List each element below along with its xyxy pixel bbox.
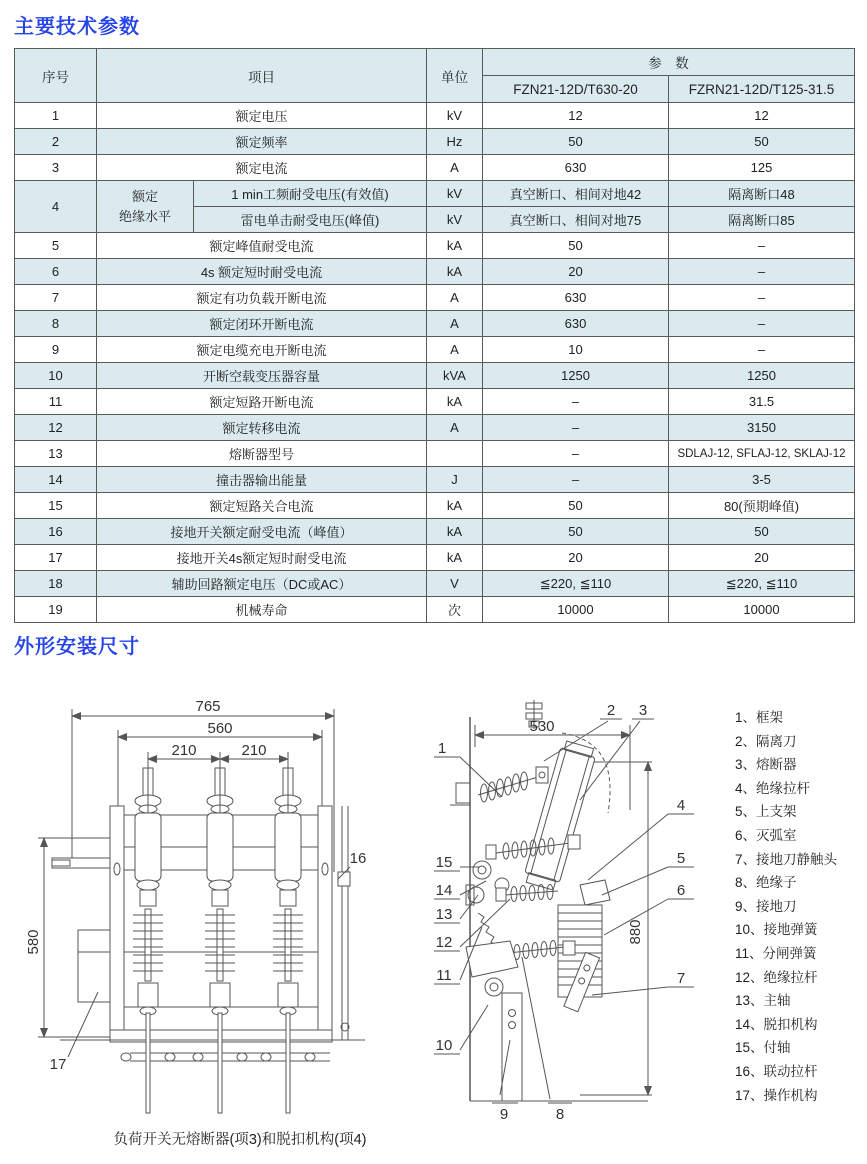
table-row: [15, 181, 855, 207]
table-cell: 3: [15, 155, 97, 181]
table-cell: 次: [427, 597, 483, 623]
col-header-item: 项目: [97, 49, 427, 103]
front-view-caption: 负荷开关无熔断器(项3)和脱扣机构(项4): [113, 1132, 367, 1148]
col-header-model-1: FZN21-12D/T630-20: [483, 76, 669, 103]
table-cell: 12: [483, 103, 669, 129]
table-row: [15, 493, 855, 519]
table-cell: –: [669, 285, 855, 311]
table-row: [15, 467, 855, 493]
table-cell: 5: [15, 233, 97, 259]
table-cell: A: [427, 285, 483, 311]
table-row: [15, 155, 855, 181]
table-row: [15, 129, 855, 155]
table-cell: 额定峰值耐受电流: [97, 233, 427, 259]
table-cell: 接地开关4s额定短时耐受电流: [97, 545, 427, 571]
callout-12: 12: [435, 934, 453, 951]
table-cell: 撞击器输出能量: [97, 467, 427, 493]
callout-6: 6: [676, 882, 686, 899]
table-cell: ≦220, ≦110: [669, 571, 855, 597]
callout-7: 7: [676, 970, 686, 987]
dim-765-label: 765: [195, 698, 221, 715]
table-row: [15, 597, 855, 623]
table-cell: kA: [427, 233, 483, 259]
table-cell: 19: [15, 597, 97, 623]
table-cell: J: [427, 467, 483, 493]
table-cell: kA: [427, 545, 483, 571]
table-cell: 额定频率: [97, 129, 427, 155]
callout-15: 15: [435, 854, 453, 871]
table-cell: 50: [483, 233, 669, 259]
table-cell: A: [427, 337, 483, 363]
dim-530-label: 530: [529, 718, 555, 735]
callout-9: 9: [499, 1106, 509, 1123]
table-cell: –: [483, 389, 669, 415]
table-row: [15, 103, 855, 129]
side-view-drawing: [430, 695, 730, 1140]
legend-item-15: 15、付轴: [735, 1040, 791, 1056]
table-cell: A: [427, 311, 483, 337]
legend-item-2: 2、隔离刀: [735, 733, 797, 749]
table-cell: 10000: [483, 597, 669, 623]
table-cell: 50: [669, 519, 855, 545]
table-row: [15, 441, 855, 467]
table-cell: V: [427, 571, 483, 597]
table-row: [15, 545, 855, 571]
table-cell: A: [427, 415, 483, 441]
table-cell: SDLAJ-12, SFLAJ-12, SKLAJ-12: [669, 441, 855, 467]
table-cell: kA: [427, 493, 483, 519]
table-cell: 11: [15, 389, 97, 415]
table-cell: 1250: [669, 363, 855, 389]
table-cell: 额定有功负载开断电流: [97, 285, 427, 311]
callout-17: 17: [49, 1056, 67, 1073]
table-cell: 16: [15, 519, 97, 545]
table-row: [15, 519, 855, 545]
legend-item-1: 1、框架: [735, 710, 784, 725]
table-row: [15, 389, 855, 415]
table-cell: 额定短路关合电流: [97, 493, 427, 519]
table-row: [15, 571, 855, 597]
table-cell: 50: [483, 493, 669, 519]
legend-item-8: 8、绝缘子: [735, 875, 797, 891]
table-row: [15, 311, 855, 337]
table-cell: 雷电单击耐受电压(峰值): [194, 207, 427, 233]
section-title-dimensions: 外形安装尺寸: [14, 636, 140, 658]
table-cell: [427, 441, 483, 467]
table-cell: 1 min工频耐受电压(有效值): [194, 181, 427, 207]
callout-2: 2: [606, 702, 616, 719]
parameters-table-wrap: [14, 48, 854, 623]
callout-5: 5: [676, 850, 686, 867]
table-cell: 接地开关额定耐受电流（峰值）: [97, 519, 427, 545]
table-cell: 12: [669, 103, 855, 129]
table-cell: 3-5: [669, 467, 855, 493]
legend-item-7: 7、接地刀静触头: [735, 851, 838, 867]
table-cell: 10000: [669, 597, 855, 623]
table-cell: 8: [15, 311, 97, 337]
legend-item-13: 13、主轴: [735, 993, 791, 1009]
table-cell: Hz: [427, 129, 483, 155]
table-cell: 隔离断口48: [669, 181, 855, 207]
table-cell: kV: [427, 103, 483, 129]
table-cell: 10: [15, 363, 97, 389]
col-header-param-group: 参 数: [483, 49, 855, 76]
table-cell: 15: [15, 493, 97, 519]
table-cell: 隔离断口85: [669, 207, 855, 233]
table-cell: 3150: [669, 415, 855, 441]
legend-item-3: 3、熔断器: [735, 757, 797, 773]
table-cell: A: [427, 155, 483, 181]
table-cell: 50: [669, 129, 855, 155]
parameters-table: [14, 48, 855, 623]
legend-item-16: 16、联动拉杆: [735, 1063, 818, 1079]
table-row: [15, 285, 855, 311]
table-cell: 18: [15, 571, 97, 597]
table-cell: 1: [15, 103, 97, 129]
table-cell: –: [483, 441, 669, 467]
legend-item-5: 5、上支架: [735, 804, 797, 820]
table-cell: 14: [15, 467, 97, 493]
table-cell: 额定电流: [97, 155, 427, 181]
table-cell: 辅助回路额定电压（DC或AC）: [97, 571, 427, 597]
table-cell: 4: [15, 181, 97, 233]
table-cell: 20: [669, 545, 855, 571]
table-cell: 31.5: [669, 389, 855, 415]
table-cell: 20: [483, 259, 669, 285]
table-cell: 50: [483, 129, 669, 155]
table-cell: 真空断口、相间对地42: [483, 181, 669, 207]
callout-1: 1: [437, 740, 447, 757]
dim-560-label: 560: [207, 720, 233, 737]
section-title-main-parameters: 主要技术参数: [14, 16, 140, 38]
table-row: [15, 259, 855, 285]
table-cell: kA: [427, 389, 483, 415]
table-cell: 1250: [483, 363, 669, 389]
front-view-drawing: [20, 697, 440, 1125]
table-row: [15, 363, 855, 389]
table-row: [15, 415, 855, 441]
legend-item-9: 9、接地刀: [735, 898, 797, 914]
table-cell: 额定电压: [97, 103, 427, 129]
table-cell: kVA: [427, 363, 483, 389]
table-cell: kV: [427, 181, 483, 207]
table-cell: 额定转移电流: [97, 415, 427, 441]
table-cell: 4s 额定短时耐受电流: [97, 259, 427, 285]
table-cell: 9: [15, 337, 97, 363]
callout-16: 16: [349, 850, 367, 867]
dim-880-label: 880: [627, 919, 644, 945]
table-cell: 125: [669, 155, 855, 181]
table-cell: –: [669, 233, 855, 259]
table-cell: 630: [483, 311, 669, 337]
table-cell: 额定短路开断电流: [97, 389, 427, 415]
table-cell: 10: [483, 337, 669, 363]
table-cell: ≦220, ≦110: [483, 571, 669, 597]
table-cell: 7: [15, 285, 97, 311]
callout-4: 4: [676, 797, 686, 814]
table-cell: –: [483, 467, 669, 493]
table-cell: –: [669, 259, 855, 285]
table-cell: 额定 绝缘水平: [97, 181, 194, 233]
callout-8: 8: [555, 1106, 565, 1123]
table-cell: kA: [427, 259, 483, 285]
callout-13: 13: [435, 906, 453, 923]
table-cell: 630: [483, 155, 669, 181]
table-cell: –: [669, 337, 855, 363]
col-header-unit: 单位: [427, 49, 483, 103]
legend-item-14: 14、脱扣机构: [735, 1016, 818, 1032]
table-cell: 50: [483, 519, 669, 545]
table-cell: 80(预期峰值): [669, 493, 855, 519]
parameters-table-body: [15, 103, 855, 623]
table-cell: 20: [483, 545, 669, 571]
legend-item-17: 17、操作机构: [735, 1087, 818, 1103]
legend-item-4: 4、绝缘拉杆: [735, 780, 811, 796]
callout-11: 11: [436, 967, 452, 984]
table-cell: –: [483, 415, 669, 441]
table-cell: 6: [15, 259, 97, 285]
table-cell: 2: [15, 129, 97, 155]
table-cell: 真空断口、相间对地75: [483, 207, 669, 233]
table-row: [15, 233, 855, 259]
table-cell: 额定电缆充电开断电流: [97, 337, 427, 363]
table-row: [15, 337, 855, 363]
table-cell: 机械寿命: [97, 597, 427, 623]
table-cell: 12: [15, 415, 97, 441]
col-header-model-2: FZRN21-12D/T125-31.5: [669, 76, 855, 103]
legend-item-12: 12、绝缘拉杆: [735, 969, 818, 985]
legend-item-11: 11、分闸弹簧: [735, 945, 817, 961]
legend-item-6: 6、灭弧室: [735, 827, 797, 843]
dim-580-label: 580: [25, 929, 42, 955]
callout-10: 10: [435, 1037, 453, 1054]
table-cell: 熔断器型号: [97, 441, 427, 467]
table-cell: 630: [483, 285, 669, 311]
dim-210-left-label: 210: [171, 742, 197, 759]
col-header-index: 序号: [15, 49, 97, 103]
table-cell: kA: [427, 519, 483, 545]
parts-legend: [735, 706, 837, 1107]
table-cell: 开断空载变压器容量: [97, 363, 427, 389]
table-cell: 17: [15, 545, 97, 571]
table-cell: 13: [15, 441, 97, 467]
table-cell: –: [669, 311, 855, 337]
callout-3: 3: [638, 702, 648, 719]
table-cell: 额定闭环开断电流: [97, 311, 427, 337]
dim-210-right-label: 210: [241, 742, 267, 759]
table-cell: kV: [427, 207, 483, 233]
legend-item-10: 10、接地弹簧: [735, 922, 818, 938]
callout-14: 14: [435, 882, 453, 899]
